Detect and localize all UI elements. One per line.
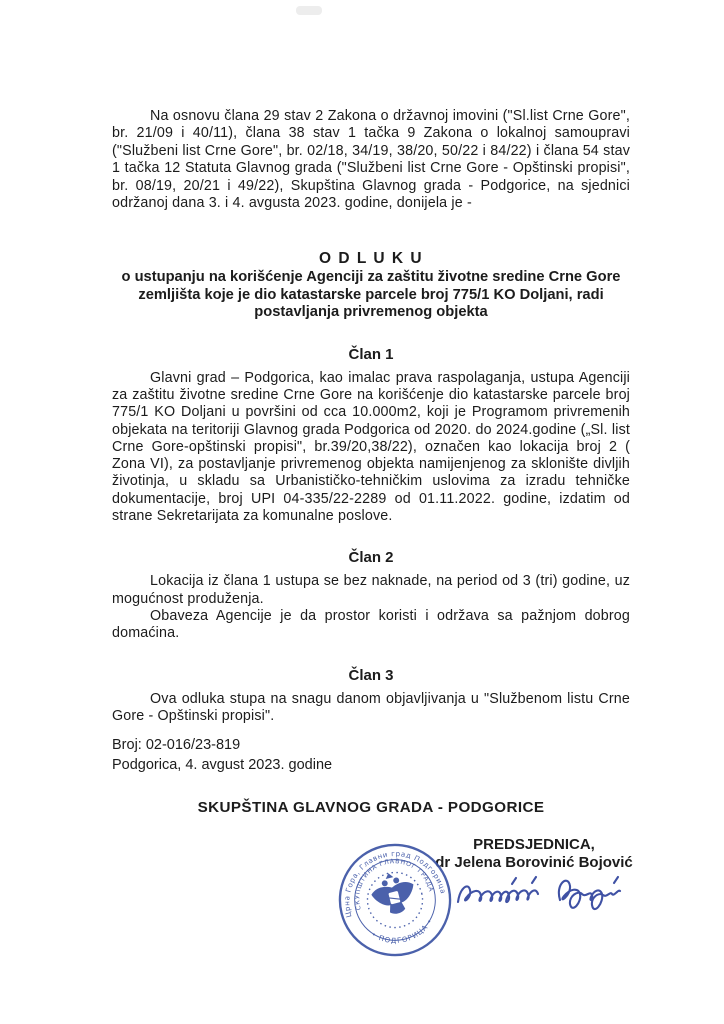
decree-subtitle-line-2: zemljišta koje je dio katastarske parcele broj 775/1 KO Doljani, radi — [138, 286, 604, 303]
article-1-paragraph: Glavni grad – Podgorica, kao imalac prava raspolaganja, ustupa Agenciji za zaštitu životne sredine Crne Gore na korišćenje dio katastarske parcele broj 775/1 KO Doljani u površini od cca 10.000m2, koji je Programom privremenih objekata na teritoriji Glavnog grada Podgorica od 2020. do 2024.godine („Sl. list Crne Gore-opštinski propisi", br.39/20,38/22), označen kao lokacija broj 2 ( Zona VI), za postavljanje privremenog objekta namijenjenog za sklonište divljih životinja, u skladu sa Urbanističko-tehničkim uslovima za izradu tehničke dokumentacije, broj UPI 04-335/22-2289 od 01.11.2022. godine, izdatim od strane Sekretarijata za komunalne poslove. — [112, 369, 630, 525]
reference-block — [112, 736, 630, 775]
stamp-outer-text-top: Црна Гора, Главни град Подгорица — [342, 848, 448, 919]
svg-text:Црна Гора, Главни град Подгори — [331, 838, 448, 919]
article-2-paragraph-1: Lokacija iz člana 1 ustupa se bez naknade, na period od 3 (tri) godine, uz mogućnost produženja. — [112, 573, 630, 607]
issuer-line: SKUPŠTINA GLAVNOG GRADA - PODGORICE — [197, 799, 545, 817]
decree-title: O D L U K U — [318, 250, 424, 268]
document-content — [112, 0, 630, 816]
reference-number-line: Broj: 02-016/23-819 — [112, 737, 241, 754]
svg-text:• ПОДГОРИЦА • — [368, 915, 438, 952]
article-3-paragraph: Ova odluka stupa na snagu danom objavljivanja u "Službenom listu Crne Gore - Opštinski propisi". — [112, 690, 630, 724]
article-3-heading: Član 3 — [348, 666, 394, 684]
signatory-name: dr Jelena Borovinić Bojović — [435, 854, 633, 871]
article-2-heading: Član 2 — [348, 549, 394, 567]
decree-subtitle-line-3: postavljanja privremenog objekta — [254, 304, 488, 321]
article-2-paragraph-2: Obaveza Agencije je da prostor koristi i održava sa pažnjom dobrog domaćina. — [112, 607, 630, 642]
stamp-outer-text-bottom: • ПОДГОРИЦА • — [369, 916, 435, 945]
decree-subtitle-line-1: o ustupanju na korišćenje Agenciji za zaštitu životne sredine Crne Gore — [121, 269, 621, 286]
signatory-role: PREDSJEDNICA, — [473, 836, 595, 853]
decree-subtitle — [112, 269, 630, 321]
handwritten-signature — [448, 858, 638, 922]
reference-place-date-line: Podgorica, 4. avgust 2023. godine — [112, 756, 333, 773]
stamp-inner-text: СКУПШТИНА ГЛАВНОГ ГРАДА — [354, 858, 435, 911]
coat-of-arms-icon — [367, 868, 419, 919]
preamble-paragraph: Na osnovu člana 29 stav 2 Zakona o državnoj imovini ("Sl.list Crne Gore", br. 21/09 i 40/11), člana 38 stav 1 tačka 9 Zakona o lokalnoj samoupravi ("Službeni list Crne Gore", br. 02/18, 34/19, 38/20, 50/22 i 84/22) i člana 54 stav 1 tačka 12 Statuta Glavnog grada ("Službeni list Crne Gore - Opštinski propisi", br. 08/19, 20/21 i 49/22), Skupština Glavnog grada - Podgorice, na sjednici održanoj dana 3. i 4. avgusta 2023. godine, donijela je - — [112, 108, 630, 212]
article-1-heading: Član 1 — [348, 345, 394, 363]
